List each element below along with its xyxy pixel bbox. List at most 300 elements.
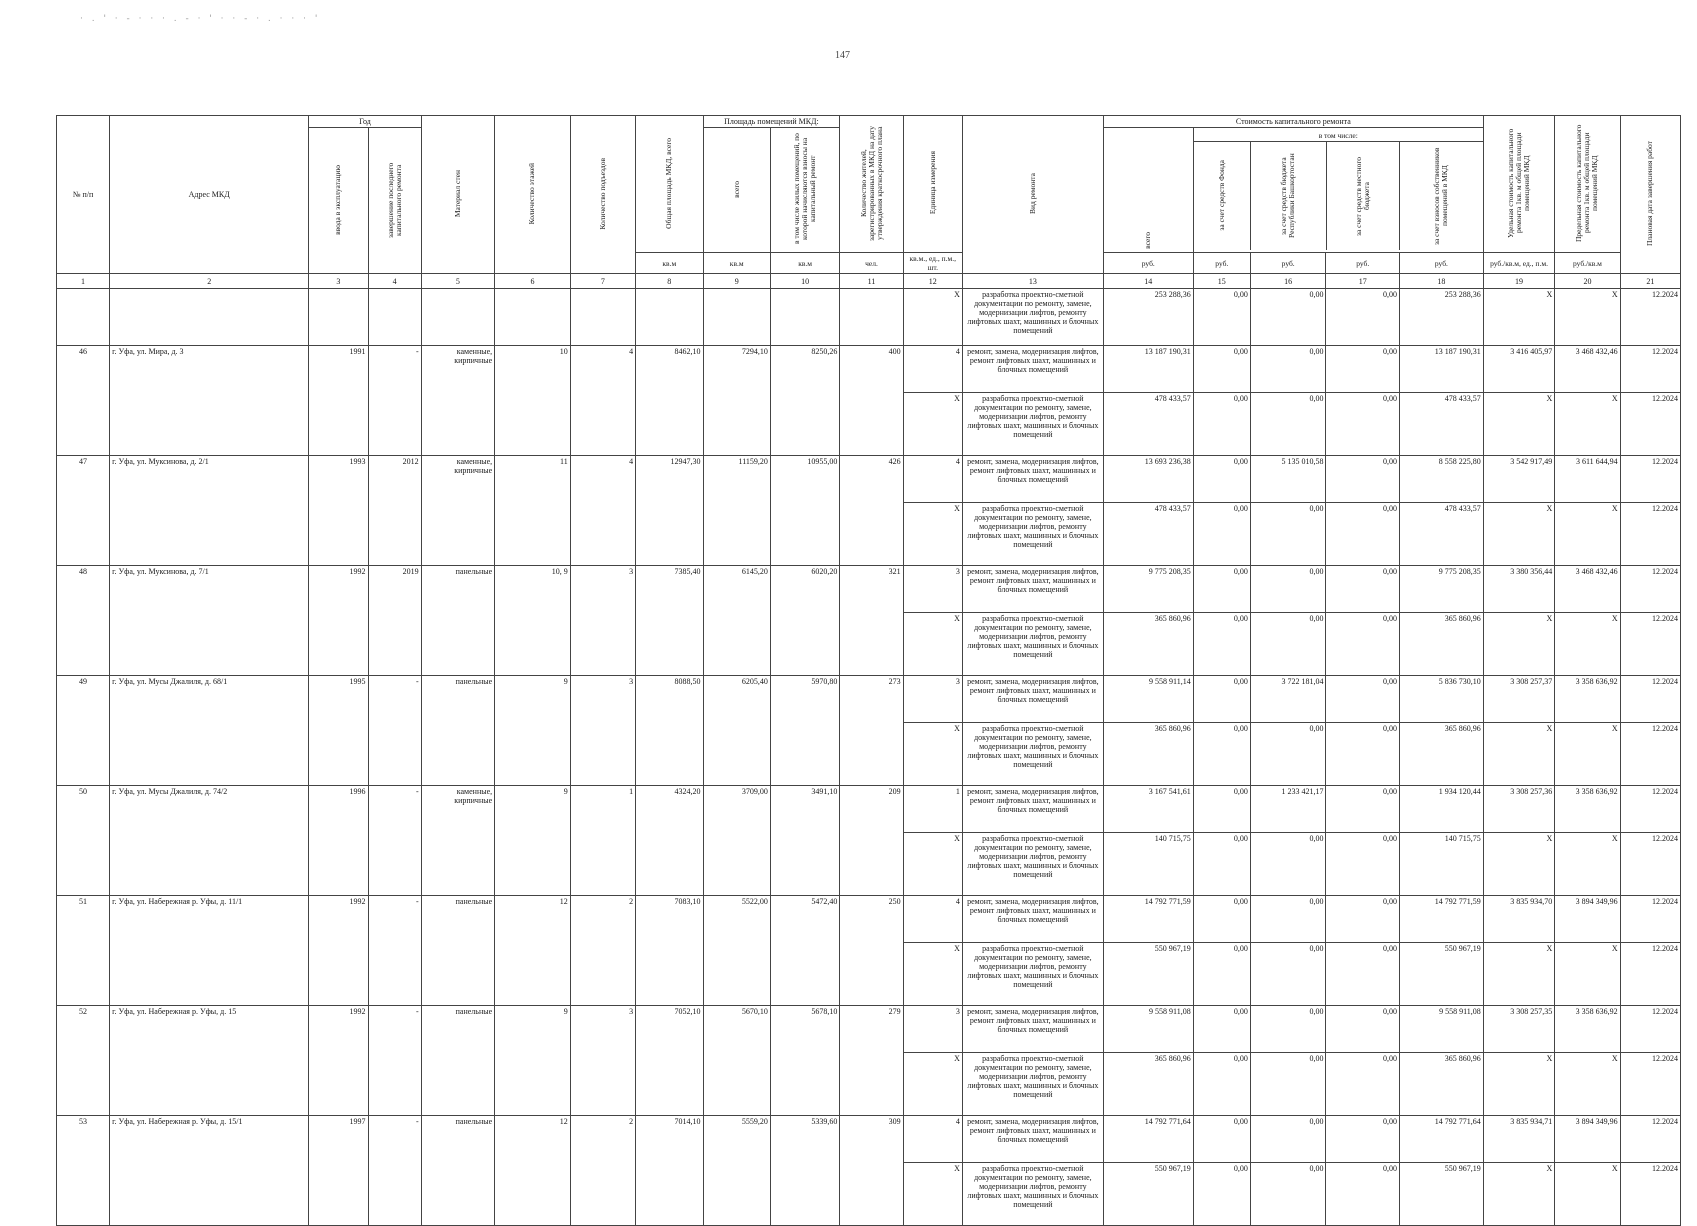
cell-cost-fund: 0,00 — [1193, 289, 1250, 346]
cell-wall-material: панельные — [421, 896, 495, 1006]
cell-unit: 4 — [903, 346, 962, 393]
cell-cost-total: 365 860,96 — [1103, 723, 1193, 786]
cell-total-area: 7014,10 — [636, 1116, 703, 1226]
cell-total-area: 4324,20 — [636, 786, 703, 896]
cell-work-type: ремонт, замена, модернизация лифтов, ремонт лифтовых шахт, машинных и блочных помещений — [962, 676, 1103, 723]
cell-max-cost: 3 894 349,96 — [1555, 1116, 1620, 1163]
cell-premises-residential: 5678,10 — [770, 1006, 839, 1116]
cell-cost-owners: 365 860,96 — [1400, 723, 1484, 786]
cell-wall-material: панельные — [421, 676, 495, 786]
cell-max-cost: 3 468 432,46 — [1555, 346, 1620, 393]
cell-cost-total: 478 433,57 — [1103, 393, 1193, 456]
col-number: 14 — [1103, 274, 1193, 289]
cell-floors: 9 — [495, 786, 571, 896]
cell-empty — [495, 289, 571, 346]
cell-date: 12.2024 — [1620, 289, 1680, 346]
col-number: 18 — [1400, 274, 1484, 289]
cell-premises-residential: 5472,40 — [770, 896, 839, 1006]
cell-cost-fund: 0,00 — [1193, 1053, 1250, 1116]
cell-cost-fund: 0,00 — [1193, 1006, 1250, 1053]
cell-cost-fund: 0,00 — [1193, 346, 1250, 393]
cell-max-cost: 3 468 432,46 — [1555, 566, 1620, 613]
cell-unit-cost: 3 835 934,70 — [1483, 896, 1554, 943]
hdr-unit-cost: Удельная стоимость капитального ремонта 1кв. м общей площади помещений МКД — [1483, 116, 1554, 253]
col-number: 7 — [570, 274, 635, 289]
hdr-floors: Количество этажей — [495, 116, 571, 274]
cell-cost-owners: 478 433,57 — [1400, 393, 1484, 456]
cell-year-last-repair: 2012 — [368, 456, 421, 566]
cell-year-commission: 1995 — [309, 676, 368, 786]
col-number: 19 — [1483, 274, 1554, 289]
cell-unit-cost: X — [1483, 1053, 1554, 1116]
cell-unit: 4 — [903, 1116, 962, 1163]
cell-residents: 400 — [840, 346, 903, 456]
cell-empty — [309, 289, 368, 346]
hdr-year-group: Год — [309, 116, 421, 128]
page-number: 147 — [835, 50, 850, 61]
cell-unit: 1 — [903, 786, 962, 833]
cell-cost-local: 0,00 — [1326, 1006, 1400, 1053]
col-number: 1 — [57, 274, 110, 289]
cell-unit: X — [903, 289, 962, 346]
cell-year-last-repair: - — [368, 786, 421, 896]
cell-max-cost: X — [1555, 723, 1620, 786]
cell-premises-total: 6145,20 — [703, 566, 770, 676]
cell-cost-total: 13 693 236,38 — [1103, 456, 1193, 503]
cell-num: 51 — [57, 896, 110, 1006]
cell-residents: 279 — [840, 1006, 903, 1116]
cell-cost-fund: 0,00 — [1193, 896, 1250, 943]
cell-date: 12.2024 — [1620, 456, 1680, 503]
col-number: 16 — [1250, 274, 1326, 289]
cell-premises-total: 6205,40 — [703, 676, 770, 786]
table-row — [57, 456, 1681, 503]
cell-max-cost: X — [1555, 289, 1620, 346]
cell-wall-material: панельные — [421, 566, 495, 676]
capital-repair-table — [56, 115, 1681, 1226]
cell-cost-total: 13 187 190,31 — [1103, 346, 1193, 393]
cell-unit: 4 — [903, 896, 962, 943]
cell-cost-local: 0,00 — [1326, 566, 1400, 613]
hdr-total-area: Общая площадь МКД, всего — [636, 116, 703, 253]
col-number: 10 — [770, 274, 839, 289]
cell-max-cost: 3 358 636,92 — [1555, 676, 1620, 723]
cell-max-cost: X — [1555, 1053, 1620, 1116]
cell-address: г. Уфа, ул. Набережная р. Уфы, д. 15/1 — [110, 1116, 309, 1226]
cell-cost-owners: 8 558 225,80 — [1400, 456, 1484, 503]
cell-work-type: разработка проектно-сметной документации по ремонту, замене, модернизации лифтов, ремонту лифтовых шахт, машинных и блочных помещений — [962, 1163, 1103, 1226]
cell-cost-owners: 13 187 190,31 — [1400, 346, 1484, 393]
col-number: 12 — [903, 274, 962, 289]
cell-max-cost: X — [1555, 393, 1620, 456]
cell-cost-fund: 0,00 — [1193, 613, 1250, 676]
cell-date: 12.2024 — [1620, 1116, 1680, 1163]
cell-cost-local: 0,00 — [1326, 456, 1400, 503]
cell-cost-rb: 0,00 — [1250, 346, 1326, 393]
cell-work-type: ремонт, замена, модернизация лифтов, ремонт лифтовых шахт, машинных и блочных помещений — [962, 456, 1103, 503]
cell-work-type: разработка проектно-сметной документации по ремонту, замене, модернизации лифтов, ремонту лифтовых шахт, машинных и блочных помещений — [962, 723, 1103, 786]
cell-year-last-repair: - — [368, 346, 421, 456]
cell-year-last-repair: - — [368, 1006, 421, 1116]
cell-total-area: 12947,30 — [636, 456, 703, 566]
scan-noise: · . ' · - · · · . - · ' · · - · . · · · ' — [80, 14, 321, 24]
cell-empty — [110, 289, 309, 346]
cell-num: 47 — [57, 456, 110, 566]
cell-date: 12.2024 — [1620, 1006, 1680, 1053]
cell-cost-rb: 1 233 421,17 — [1250, 786, 1326, 833]
cell-cost-fund: 0,00 — [1193, 723, 1250, 786]
col-number: 13 — [962, 274, 1103, 289]
cell-work-type: разработка проектно-сметной документации по ремонту, замене, модернизации лифтов, ремонту лифтовых шахт, машинных и блочных помещений — [962, 943, 1103, 1006]
cell-unit-cost: X — [1483, 289, 1554, 346]
cell-year-last-repair: - — [368, 676, 421, 786]
cell-max-cost: 3 358 636,92 — [1555, 786, 1620, 833]
cell-floors: 9 — [495, 676, 571, 786]
cell-work-type: ремонт, замена, модернизация лифтов, ремонт лифтовых шахт, машинных и блочных помещений — [962, 566, 1103, 613]
table-body — [57, 274, 1681, 1226]
unit-owners: руб. — [1400, 253, 1484, 274]
cell-max-cost: 3 358 636,92 — [1555, 1006, 1620, 1053]
cell-date: 12.2024 — [1620, 566, 1680, 613]
cell-cost-total: 550 967,19 — [1103, 943, 1193, 1006]
cell-address: г. Уфа, ул. Мира, д. 3 — [110, 346, 309, 456]
col-number: 3 — [309, 274, 368, 289]
cell-cost-owners: 1 934 120,44 — [1400, 786, 1484, 833]
cell-num: 49 — [57, 676, 110, 786]
unit-people: чел. — [840, 253, 903, 274]
cell-cost-fund: 0,00 — [1193, 833, 1250, 896]
cell-cost-owners: 478 433,57 — [1400, 503, 1484, 566]
cell-unit-cost: 3 308 257,37 — [1483, 676, 1554, 723]
cell-cost-total: 365 860,96 — [1103, 613, 1193, 676]
cell-residents: 273 — [840, 676, 903, 786]
cell-work-type: ремонт, замена, модернизация лифтов, ремонт лифтовых шахт, машинных и блочных помещений — [962, 896, 1103, 943]
cell-year-commission: 1992 — [309, 1006, 368, 1116]
hdr-work-type: Вид ремонта — [962, 116, 1103, 274]
cell-premises-total: 3709,00 — [703, 786, 770, 896]
cell-empty — [421, 289, 495, 346]
hdr-residents: Количество жителей, зарегистрированных в МКД на дату утверждения краткосрочного плана — [840, 116, 903, 253]
col-number: 5 — [421, 274, 495, 289]
unit-rb: руб. — [1250, 253, 1326, 274]
cell-empty — [57, 289, 110, 346]
cell-cost-rb: 0,00 — [1250, 503, 1326, 566]
cell-cost-local: 0,00 — [1326, 393, 1400, 456]
cell-cost-rb: 0,00 — [1250, 943, 1326, 1006]
cell-date: 12.2024 — [1620, 723, 1680, 786]
cell-address: г. Уфа, ул. Мусы Джалиля, д. 68/1 — [110, 676, 309, 786]
cell-date: 12.2024 — [1620, 613, 1680, 676]
cell-year-last-repair: - — [368, 896, 421, 1006]
cell-unit: 3 — [903, 1006, 962, 1053]
cell-cost-local: 0,00 — [1326, 723, 1400, 786]
cell-unit-cost: X — [1483, 613, 1554, 676]
cell-wall-material: панельные — [421, 1116, 495, 1226]
col-number: 11 — [840, 274, 903, 289]
cell-cost-local: 0,00 — [1326, 1053, 1400, 1116]
cell-year-commission: 1996 — [309, 786, 368, 896]
cell-cost-fund: 0,00 — [1193, 393, 1250, 456]
cell-cost-owners: 365 860,96 — [1400, 613, 1484, 676]
cell-floors: 12 — [495, 896, 571, 1006]
cell-total-area: 8088,50 — [636, 676, 703, 786]
cell-unit-cost: X — [1483, 723, 1554, 786]
hdr-material: Материал стен — [421, 116, 495, 274]
cell-year-last-repair: - — [368, 1116, 421, 1226]
cell-cost-rb: 0,00 — [1250, 833, 1326, 896]
cell-unit: X — [903, 1053, 962, 1116]
cell-cost-total: 9 558 911,08 — [1103, 1006, 1193, 1053]
cell-cost-local: 0,00 — [1326, 289, 1400, 346]
cell-entrances: 1 — [570, 786, 635, 896]
cell-floors: 10, 9 — [495, 566, 571, 676]
cell-cost-total: 478 433,57 — [1103, 503, 1193, 566]
table-row-continuation — [57, 289, 1681, 346]
cell-cost-owners: 550 967,19 — [1400, 943, 1484, 1006]
cell-empty — [368, 289, 421, 346]
cell-cost-owners: 14 792 771,64 — [1400, 1116, 1484, 1163]
cell-cost-total: 140 715,75 — [1103, 833, 1193, 896]
cell-unit-cost: 3 542 917,49 — [1483, 456, 1554, 503]
cell-cost-total: 14 792 771,64 — [1103, 1116, 1193, 1163]
table-row — [57, 566, 1681, 613]
cell-unit-cost: 3 308 257,36 — [1483, 786, 1554, 833]
cell-cost-total: 9 558 911,14 — [1103, 676, 1193, 723]
cell-unit-cost: X — [1483, 1163, 1554, 1226]
cell-cost-total: 550 967,19 — [1103, 1163, 1193, 1226]
cell-premises-residential: 8250,26 — [770, 346, 839, 456]
col-number: 2 — [110, 274, 309, 289]
cell-total-area: 7052,10 — [636, 1006, 703, 1116]
cell-cost-rb: 0,00 — [1250, 1116, 1326, 1163]
hdr-address: Адрес МКД — [110, 116, 309, 274]
cell-max-cost: 3 611 644,94 — [1555, 456, 1620, 503]
cell-premises-total: 5559,20 — [703, 1116, 770, 1226]
cell-cost-rb: 0,00 — [1250, 289, 1326, 346]
cell-date: 12.2024 — [1620, 393, 1680, 456]
cell-entrances: 3 — [570, 676, 635, 786]
cell-cost-rb: 0,00 — [1250, 1163, 1326, 1226]
cell-cost-fund: 0,00 — [1193, 566, 1250, 613]
cell-year-last-repair: 2019 — [368, 566, 421, 676]
cell-address: г. Уфа, ул. Муксинова, д. 7/1 — [110, 566, 309, 676]
cell-unit-cost: 3 308 257,35 — [1483, 1006, 1554, 1053]
cell-work-type: разработка проектно-сметной документации по ремонту, замене, модернизации лифтов, ремонту лифтовых шахт, машинных и блочных помещений — [962, 393, 1103, 456]
cell-wall-material: каменные, кирпичные — [421, 786, 495, 896]
cell-empty — [770, 289, 839, 346]
cell-max-cost: X — [1555, 503, 1620, 566]
table-row — [57, 346, 1681, 393]
cell-num: 50 — [57, 786, 110, 896]
cell-empty — [636, 289, 703, 346]
cell-cost-local: 0,00 — [1326, 833, 1400, 896]
cell-cost-owners: 140 715,75 — [1400, 833, 1484, 896]
unit-prem: кв.м — [703, 253, 770, 274]
cell-floors: 9 — [495, 1006, 571, 1116]
col-number: 9 — [703, 274, 770, 289]
cell-date: 12.2024 — [1620, 896, 1680, 943]
cell-entrances: 2 — [570, 1116, 635, 1226]
table-row — [57, 1116, 1681, 1163]
cell-date: 12.2024 — [1620, 943, 1680, 1006]
cell-premises-total: 7294,10 — [703, 346, 770, 456]
cell-cost-owners: 550 967,19 — [1400, 1163, 1484, 1226]
cell-residents: 250 — [840, 896, 903, 1006]
cell-cost-fund: 0,00 — [1193, 676, 1250, 723]
cell-work-type: разработка проектно-сметной документации по ремонту, замене, модернизации лифтов, ремонту лифтовых шахт, машинных и блочных помещений — [962, 833, 1103, 896]
cell-unit: 3 — [903, 676, 962, 723]
cell-cost-total: 9 775 208,35 — [1103, 566, 1193, 613]
cell-unit-cost: 3 835 934,71 — [1483, 1116, 1554, 1163]
cell-premises-residential: 5339,60 — [770, 1116, 839, 1226]
cell-unit-cost: X — [1483, 503, 1554, 566]
cell-date: 12.2024 — [1620, 786, 1680, 833]
cell-wall-material: панельные — [421, 1006, 495, 1116]
cell-unit: X — [903, 393, 962, 456]
hdr-incl-block: в том числе: за счет средств Фонда за счет средств бюджета Республики Башкортостан за счет средств местного бюджета за счет взносов собственников помещений в МКД — [1193, 128, 1483, 253]
cell-cost-rb: 0,00 — [1250, 1053, 1326, 1116]
cell-unit: 4 — [903, 456, 962, 503]
table-row — [57, 896, 1681, 943]
hdr-max-cost: Предельная стоимость капитального ремонта 1кв. м общей площади помещений МКД — [1555, 116, 1620, 253]
cell-year-commission: 1997 — [309, 1116, 368, 1226]
unit-resid: кв.м — [770, 253, 839, 274]
table-row — [57, 786, 1681, 833]
cell-cost-total: 14 792 771,59 — [1103, 896, 1193, 943]
hdr-cost-total: всего — [1103, 128, 1193, 253]
cell-cost-local: 0,00 — [1326, 676, 1400, 723]
cell-premises-residential: 6020,20 — [770, 566, 839, 676]
column-number-row — [57, 274, 1681, 289]
cell-cost-local: 0,00 — [1326, 613, 1400, 676]
cell-unit: X — [903, 833, 962, 896]
cell-max-cost: X — [1555, 613, 1620, 676]
cell-unit: 3 — [903, 566, 962, 613]
cell-cost-rb: 0,00 — [1250, 896, 1326, 943]
cell-date: 12.2024 — [1620, 346, 1680, 393]
unit-unit-cost: руб./кв.м, ед., п.м. — [1483, 253, 1554, 274]
cell-wall-material: каменные, кирпичные — [421, 346, 495, 456]
cell-cost-rb: 0,00 — [1250, 723, 1326, 786]
col-number: 20 — [1555, 274, 1620, 289]
cell-residents: 309 — [840, 1116, 903, 1226]
hdr-premises-residential: в том числе жилых помещений, по которой начисляются взносы на капитальный ремонт — [770, 128, 839, 253]
cell-cost-owners: 253 288,36 — [1400, 289, 1484, 346]
hdr-num: № п/п — [57, 116, 110, 274]
cell-premises-residential: 3491,10 — [770, 786, 839, 896]
cell-cost-local: 0,00 — [1326, 943, 1400, 1006]
cell-date: 12.2024 — [1620, 676, 1680, 723]
hdr-entrances: Количество подъездов — [570, 116, 635, 274]
cell-cost-fund: 0,00 — [1193, 786, 1250, 833]
cell-residents: 426 — [840, 456, 903, 566]
hdr-completion-date: Плановая дата завершения работ — [1620, 116, 1680, 274]
table-row — [57, 676, 1681, 723]
cell-max-cost: X — [1555, 833, 1620, 896]
cell-premises-total: 11159,20 — [703, 456, 770, 566]
cell-unit-cost: X — [1483, 833, 1554, 896]
cell-unit: X — [903, 1163, 962, 1226]
cell-residents: 209 — [840, 786, 903, 896]
cell-num: 48 — [57, 566, 110, 676]
cell-year-commission: 1992 — [309, 566, 368, 676]
cell-total-area: 8462,10 — [636, 346, 703, 456]
cell-cost-owners: 9 558 911,08 — [1400, 1006, 1484, 1053]
cell-max-cost: 3 894 349,96 — [1555, 896, 1620, 943]
cell-entrances: 4 — [570, 346, 635, 456]
cell-premises-residential: 10955,00 — [770, 456, 839, 566]
cell-cost-local: 0,00 — [1326, 786, 1400, 833]
cell-num: 46 — [57, 346, 110, 456]
cell-cost-rb: 0,00 — [1250, 613, 1326, 676]
cell-unit-cost: X — [1483, 393, 1554, 456]
col-number: 17 — [1326, 274, 1400, 289]
cell-cost-fund: 0,00 — [1193, 503, 1250, 566]
cell-cost-owners: 9 775 208,35 — [1400, 566, 1484, 613]
cell-max-cost: X — [1555, 1163, 1620, 1226]
unit-max-cost: руб./кв.м — [1555, 253, 1620, 274]
cell-entrances: 3 — [570, 1006, 635, 1116]
cell-cost-rb: 0,00 — [1250, 1006, 1326, 1053]
cell-year-commission: 1993 — [309, 456, 368, 566]
hdr-year-last-repair: завершение последнего капитального ремонта — [368, 128, 421, 274]
cell-num: 53 — [57, 1116, 110, 1226]
unit-local: руб. — [1326, 253, 1400, 274]
cell-cost-total: 253 288,36 — [1103, 289, 1193, 346]
cell-work-type: ремонт, замена, модернизация лифтов, ремонт лифтовых шахт, машинных и блочных помещений — [962, 786, 1103, 833]
cell-address: г. Уфа, ул. Набережная р. Уфы, д. 15 — [110, 1006, 309, 1116]
table-row — [57, 1006, 1681, 1053]
cell-unit-cost: 3 380 356,44 — [1483, 566, 1554, 613]
cell-cost-owners: 365 860,96 — [1400, 1053, 1484, 1116]
cell-entrances: 2 — [570, 896, 635, 1006]
unit-fund: руб. — [1193, 253, 1250, 274]
hdr-premises-group: Площадь помещений МКД: — [703, 116, 840, 128]
cell-floors: 10 — [495, 346, 571, 456]
cell-work-type: ремонт, замена, модернизация лифтов, ремонт лифтовых шахт, машинных и блочных помещений — [962, 1006, 1103, 1053]
cell-year-commission: 1992 — [309, 896, 368, 1006]
cell-cost-owners: 5 836 730,10 — [1400, 676, 1484, 723]
cell-address: г. Уфа, ул. Муксинова, д. 2/1 — [110, 456, 309, 566]
cell-cost-fund: 0,00 — [1193, 1116, 1250, 1163]
cell-unit: X — [903, 613, 962, 676]
cell-entrances: 4 — [570, 456, 635, 566]
cell-cost-fund: 0,00 — [1193, 1163, 1250, 1226]
cell-cost-total: 3 167 541,61 — [1103, 786, 1193, 833]
cell-unit: X — [903, 723, 962, 786]
cell-unit-cost: 3 416 405,97 — [1483, 346, 1554, 393]
cell-empty — [703, 289, 770, 346]
cell-cost-rb: 0,00 — [1250, 393, 1326, 456]
hdr-year-commission: ввода в эксплуатацию — [309, 128, 368, 274]
cell-wall-material: каменные, кирпичные — [421, 456, 495, 566]
cell-entrances: 3 — [570, 566, 635, 676]
cell-address: г. Уфа, ул. Мусы Джалиля, д. 74/2 — [110, 786, 309, 896]
hdr-cost-group: Стоимость капитального ремонта — [1103, 116, 1483, 128]
col-number: 4 — [368, 274, 421, 289]
cell-floors: 12 — [495, 1116, 571, 1226]
cell-num: 52 — [57, 1006, 110, 1116]
cell-cost-owners: 14 792 771,59 — [1400, 896, 1484, 943]
cell-address: г. Уфа, ул. Набережная р. Уфы, д. 11/1 — [110, 896, 309, 1006]
col-number: 15 — [1193, 274, 1250, 289]
cell-work-type: ремонт, замена, модернизация лифтов, ремонт лифтовых шахт, машинных и блочных помещений — [962, 346, 1103, 393]
cell-premises-total: 5670,10 — [703, 1006, 770, 1116]
hdr-premises-total: всего — [703, 128, 770, 253]
cell-cost-local: 0,00 — [1326, 1163, 1400, 1226]
cell-floors: 11 — [495, 456, 571, 566]
cell-work-type: разработка проектно-сметной документации по ремонту, замене, модернизации лифтов, ремонту лифтовых шахт, машинных и блочных помещений — [962, 1053, 1103, 1116]
